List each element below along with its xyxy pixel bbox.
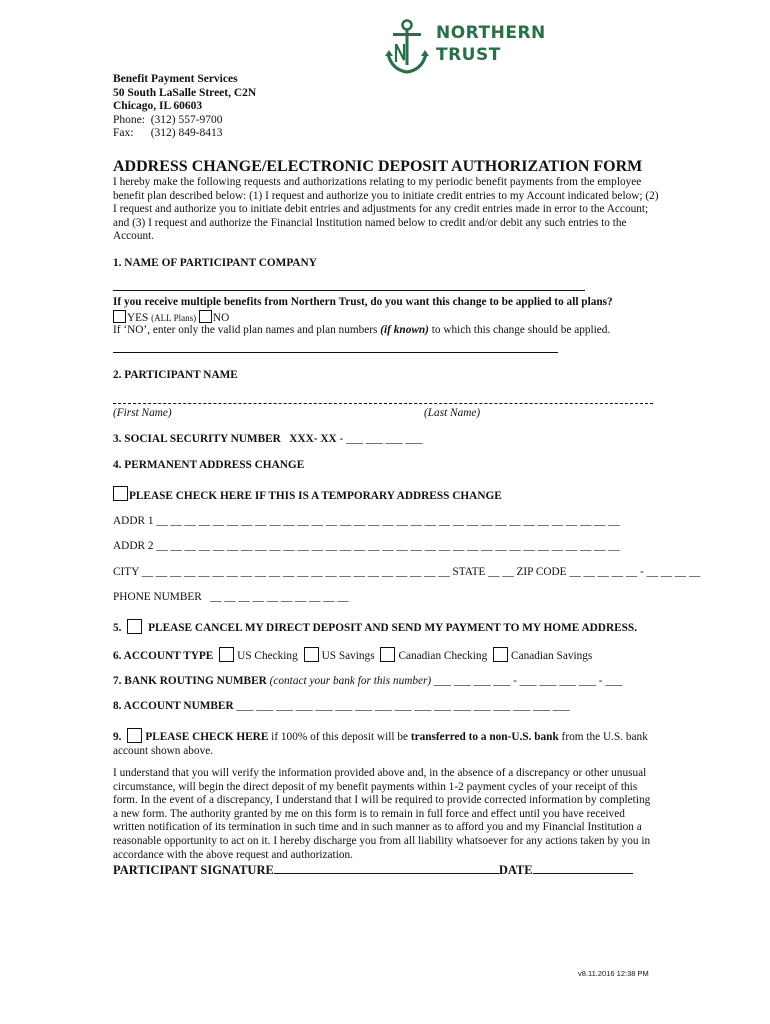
sender-address bbox=[113, 73, 256, 141]
section-9-text-b: if 100% of this deposit will be bbox=[268, 731, 411, 743]
section-9-label: PLEASE CHECK HERE bbox=[145, 731, 269, 743]
ssn-field[interactable]: - ___ ___ ___ ___ bbox=[336, 433, 423, 445]
form-title: ADDRESS CHANGE/ELECTRONIC DEPOSIT AUTHORIZATION FORM bbox=[113, 158, 643, 175]
signature-row bbox=[113, 862, 633, 878]
sender-phone: Phone: (312) 557-9700 bbox=[113, 113, 223, 126]
no-checkbox[interactable] bbox=[199, 310, 212, 323]
routing-hint: (contact your bank for this number) bbox=[269, 675, 432, 687]
logo-line-2: TRUST bbox=[436, 45, 501, 65]
sender-fax: Fax: (312) 849-8413 bbox=[113, 127, 223, 140]
city-state-zip-field[interactable]: CITY __ __ __ __ __ __ __ __ __ __ __ __ __ __ __ __ __ __ __ __ __ __ STATE __ __ ZIP CODE __ __ __ __ __ - __ __ __ __ bbox=[113, 566, 701, 578]
canadian-checking-checkbox[interactable] bbox=[380, 647, 395, 662]
us-checking-label: US Checking bbox=[237, 650, 298, 662]
first-name-label: (First Name) bbox=[113, 407, 172, 419]
section-9-row bbox=[113, 728, 658, 758]
us-savings-label: US Savings bbox=[321, 650, 375, 662]
temp-address-label: PLEASE CHECK HERE IF THIS IS A TEMPORARY ADDRESS CHANGE bbox=[129, 490, 502, 502]
sender-dept: Benefit Payment Services bbox=[113, 73, 238, 85]
canadian-savings-checkbox[interactable] bbox=[493, 647, 508, 662]
section-9-text-c: transferred to a non-U.S. bank bbox=[410, 731, 559, 743]
section-6-row bbox=[113, 647, 592, 662]
if-no-instruction bbox=[113, 324, 610, 336]
non-us-bank-checkbox[interactable] bbox=[127, 728, 142, 743]
section-7-label: 7. BANK ROUTING NUMBER bbox=[113, 675, 267, 687]
section-5-label: PLEASE CANCEL MY DIRECT DEPOSIT AND SEND MY PAYMENT TO MY HOME ADDRESS. bbox=[148, 622, 638, 634]
section-6-label: 6. ACCOUNT TYPE bbox=[113, 650, 214, 662]
phone-field[interactable]: PHONE NUMBER __ __ __ __ __ __ __ __ __ __ bbox=[113, 591, 349, 603]
addr2-field[interactable]: ADDR 2 __ __ __ __ __ __ __ __ __ __ __ __ __ __ __ __ __ __ __ __ __ __ __ __ __ __ __ __ __ __ __ __ __ bbox=[113, 540, 620, 552]
routing-number-field[interactable]: ___ ___ ___ ___ - ___ ___ ___ ___ - ___ bbox=[431, 675, 623, 687]
participant-name-field[interactable] bbox=[113, 403, 653, 404]
section-4-label: 4. PERMANENT ADDRESS CHANGE bbox=[113, 459, 305, 471]
cancel-deposit-checkbox[interactable] bbox=[127, 619, 142, 634]
yes-checkbox[interactable] bbox=[113, 310, 126, 323]
intro-paragraph: I hereby make the following requests and authorizations relating to my periodic benefit payments from the employee benefit plan described below: (1) I request and authorize you to initiate credit entries to my Account indicated below; (2) I request and authorize you to initiate debit entries and adjustments for any credit entries made in error to the Account; and (3) I request and authorize the Financial Institution named below to credit and/or debit any such entries to the Account. bbox=[113, 176, 659, 243]
anchor-icon bbox=[384, 18, 430, 76]
ssn-row bbox=[113, 433, 422, 445]
us-savings-checkbox[interactable] bbox=[304, 647, 319, 662]
if-no-text-a: If ‘NO’, enter only the valid plan names and plan numbers bbox=[113, 324, 381, 336]
section-3-label: 3. SOCIAL SECURITY NUMBER XXX- XX bbox=[113, 433, 337, 445]
canadian-savings-label: Canadian Savings bbox=[511, 650, 593, 662]
sender-city: Chicago, IL 60603 bbox=[113, 100, 203, 113]
if-no-text-b: to which this change should be applied. bbox=[428, 324, 611, 336]
all-plans-label: (ALL Plans) bbox=[151, 313, 197, 323]
section-2-label: 2. PARTICIPANT NAME bbox=[113, 369, 238, 381]
signature-label: PARTICIPANT SIGNATURE bbox=[113, 863, 274, 877]
multi-plan-question: If you receive multiple benefits from Northern Trust, do you want this change to be applied to all plans? bbox=[113, 296, 613, 308]
northern-trust-logo bbox=[384, 18, 574, 76]
section-5-row bbox=[113, 619, 637, 634]
version-stamp: v8.11.2016 12:38 PM bbox=[578, 969, 649, 978]
no-label: NO bbox=[212, 312, 230, 324]
plan-names-field[interactable] bbox=[113, 352, 558, 353]
section-9-number: 9. bbox=[113, 731, 122, 743]
section-5-number: 5. bbox=[113, 622, 122, 634]
us-checking-checkbox[interactable] bbox=[219, 647, 234, 662]
multi-plan-options bbox=[113, 310, 229, 324]
yes-label: YES bbox=[127, 312, 149, 324]
temp-address-checkbox[interactable] bbox=[113, 486, 128, 501]
section-8-row bbox=[113, 700, 570, 712]
signature-field[interactable] bbox=[274, 862, 499, 874]
date-label: DATE bbox=[498, 863, 533, 877]
logo-line-1: NORTHERN bbox=[436, 23, 546, 43]
section-7-row bbox=[113, 675, 622, 687]
company-name-field[interactable] bbox=[113, 290, 585, 291]
temp-address-row bbox=[113, 486, 502, 502]
section-9-text-d: from the U.S. bank account shown above. bbox=[113, 731, 648, 757]
section-8-label: 8. ACCOUNT NUMBER bbox=[113, 700, 234, 712]
section-1-label: 1. NAME OF PARTICIPANT COMPANY bbox=[113, 257, 317, 269]
canadian-checking-label: Canadian Checking bbox=[398, 650, 488, 662]
sender-street: 50 South LaSalle Street, C2N bbox=[113, 86, 257, 99]
agreement-paragraph: I understand that you will verify the information provided above and, in the absence of a discrepancy or other unusual circumstance, will begin the direct deposit of my benefit payments within 1-2 payment cycles of your receipt of this form. In the event of a discrepancy, I understand that I will be required to provide corrected information by completing a new form. The authority granted by me on this form is to remain in full force and effect until you have received written notification of its termination in such time and in such manner as to afford you and my Financial Institution a reasonable opportunity to act on it. I hereby discharge you from all liability whatsoever for any actions taken by you in accordance with the above request and authorization. bbox=[113, 767, 651, 861]
last-name-label: (Last Name) bbox=[424, 407, 481, 419]
addr1-field[interactable]: ADDR 1 __ __ __ __ __ __ __ __ __ __ __ __ __ __ __ __ __ __ __ __ __ __ __ __ __ __ __ __ __ __ __ __ __ bbox=[113, 515, 620, 527]
date-field[interactable] bbox=[533, 862, 633, 874]
account-number-field[interactable]: ___ ___ ___ ___ ___ ___ ___ ___ ___ ___ ___ ___ ___ ___ ___ ___ ___ bbox=[233, 700, 570, 712]
if-known-text: (if known) bbox=[380, 324, 429, 336]
